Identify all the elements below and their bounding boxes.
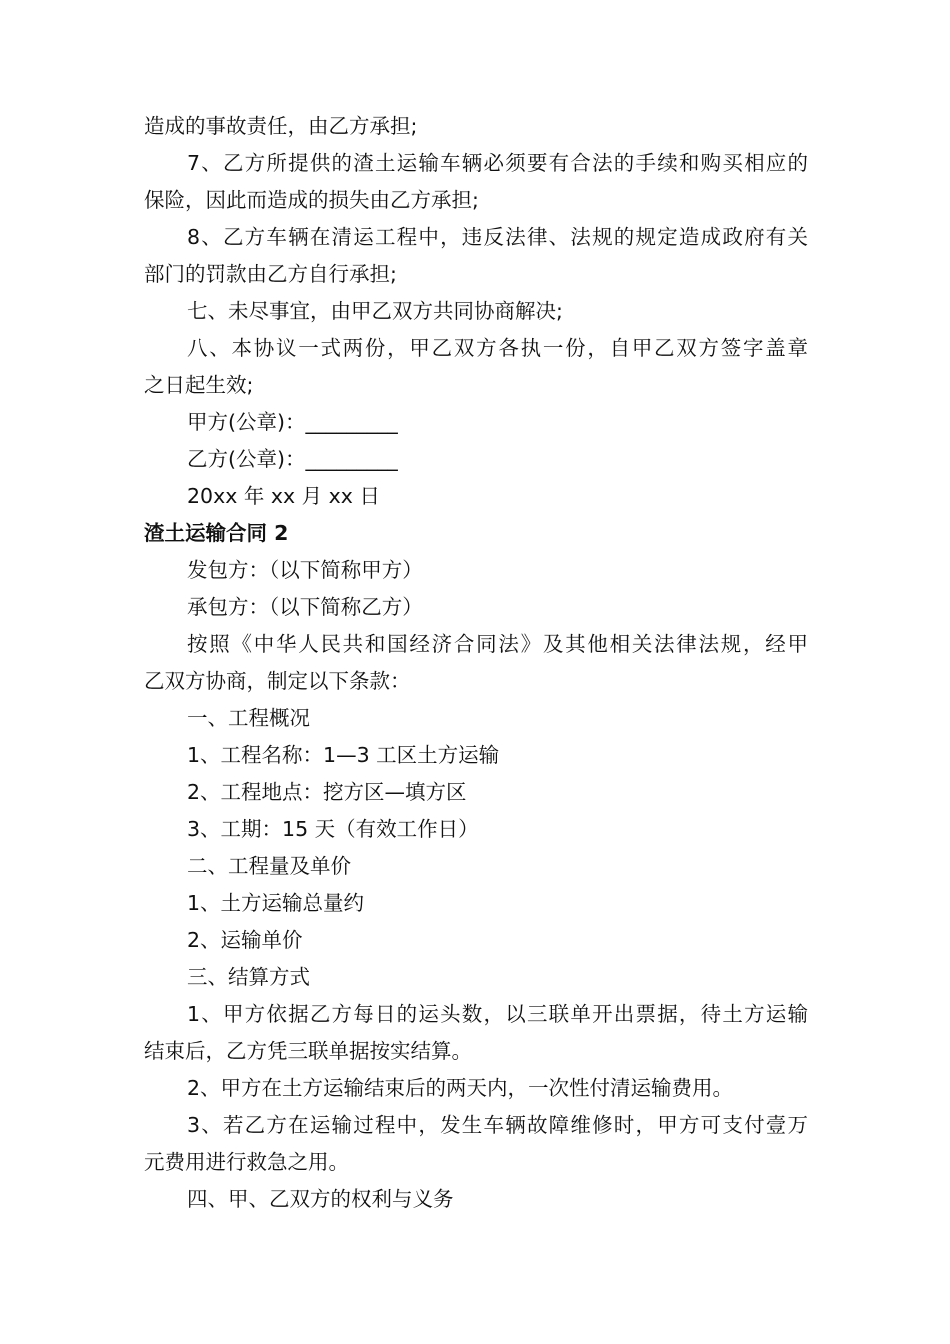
text-line: 7、乙方所提供的渣土运输车辆必须要有合法的手续和购买相应的: [187, 151, 808, 175]
section-heading: 渣土运输合同 2: [144, 521, 289, 545]
text-line: 甲方(公章)：_________: [187, 410, 398, 434]
text-line: 部门的罚款由乙方自行承担;: [144, 262, 397, 286]
text-line: 保险，因此而造成的损失由乙方承担;: [144, 188, 479, 212]
text-line: 之日起生效;: [144, 373, 254, 397]
text-line: 三、结算方式: [187, 965, 310, 989]
text-line: 8、乙方车辆在清运工程中，违反法律、法规的规定造成政府有关: [187, 225, 808, 249]
text-line: 八、本协议一式两份，甲乙双方各执一份，自甲乙双方签字盖章: [187, 336, 808, 360]
text-line: 一、工程概况: [187, 706, 310, 730]
text-line: 元费用进行救急之用。: [144, 1150, 349, 1174]
text-line: 乙方(公章)：_________: [187, 447, 398, 471]
text-line: 按照《中华人民共和国经济合同法》及其他相关法律法规，经甲: [187, 632, 808, 656]
text-line: 七、未尽事宜，由甲乙双方共同协商解决;: [187, 299, 563, 323]
text-line: 承包方：（以下简称乙方）: [187, 595, 423, 619]
document-body: [144, 108, 808, 1218]
text-line: 造成的事故责任，由乙方承担;: [144, 114, 418, 138]
text-line: 四、甲、乙双方的权利与义务: [187, 1187, 454, 1211]
text-line: 2、工程地点：挖方区—填方区: [187, 780, 467, 804]
text-line: 1、工程名称：1—3 工区土方运输: [187, 743, 500, 767]
text-line: 1、甲方依据乙方每日的运头数，以三联单开出票据，待土方运输: [187, 1002, 808, 1026]
text-line: 乙双方协商，制定以下条款：: [144, 669, 411, 693]
text-line: 2、运输单价: [187, 928, 303, 952]
text-line: 3、若乙方在运输过程中，发生车辆故障维修时，甲方可支付壹万: [187, 1113, 808, 1137]
text-line: 结束后，乙方凭三联单据按实结算。: [144, 1039, 472, 1063]
text-line: 20xx 年 xx 月 xx 日: [187, 484, 380, 508]
text-line: 二、工程量及单价: [187, 854, 351, 878]
text-line: 2、甲方在土方运输结束后的两天内，一次性付清运输费用。: [187, 1076, 734, 1100]
text-line: 1、土方运输总量约: [187, 891, 365, 915]
text-line: 发包方：（以下简称甲方）: [187, 558, 423, 582]
text-line: 3、工期：15 天（有效工作日）: [187, 817, 479, 841]
